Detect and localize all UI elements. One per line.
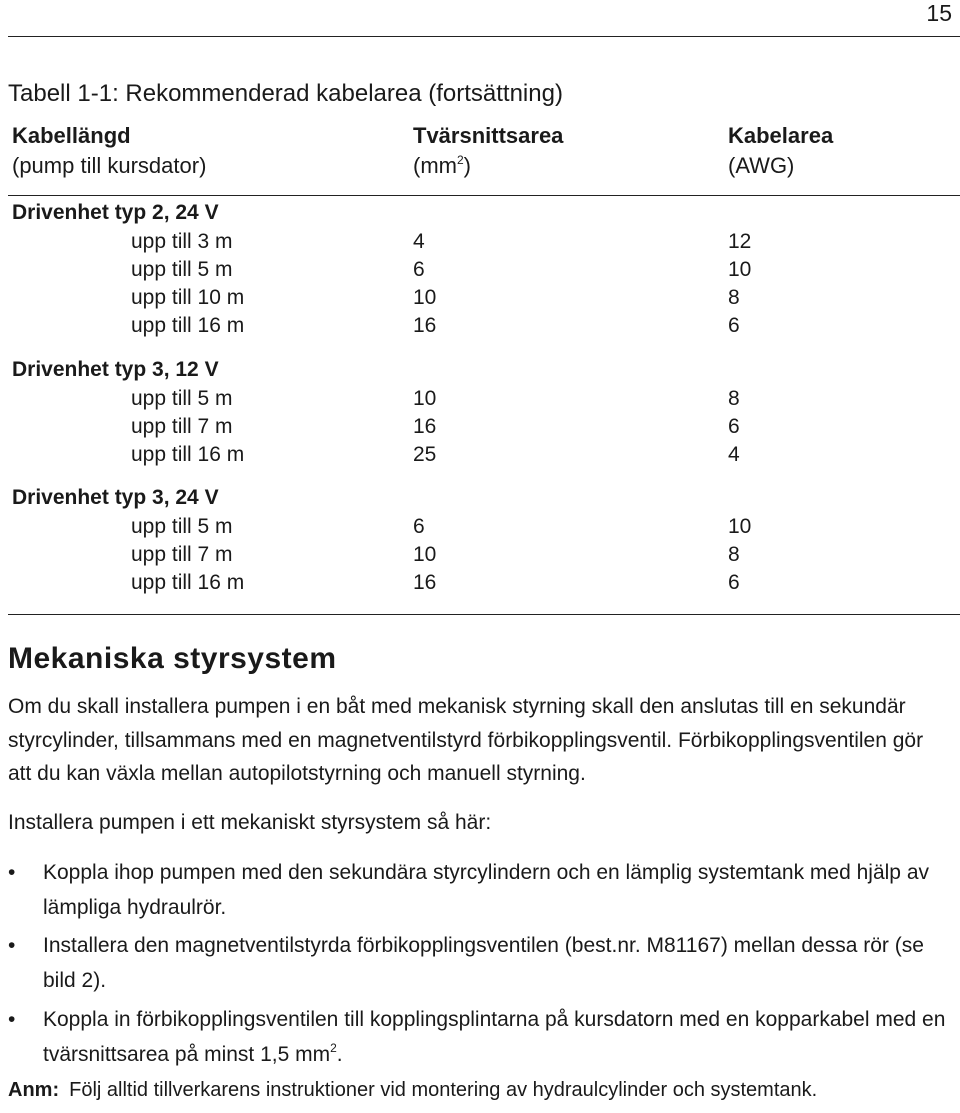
note bbox=[8, 1079, 817, 1102]
row-awg: 12 bbox=[728, 230, 752, 253]
bullet-icon: • bbox=[8, 861, 16, 884]
row-mm2: 6 bbox=[413, 515, 425, 538]
row-length: upp till 5 m bbox=[131, 258, 233, 281]
row-length: upp till 7 m bbox=[131, 415, 233, 438]
row-length: upp till 7 m bbox=[131, 543, 233, 566]
table-row bbox=[0, 543, 960, 572]
row-mm2: 10 bbox=[413, 543, 437, 566]
row-mm2: 25 bbox=[413, 443, 437, 466]
row-mm2: 6 bbox=[413, 258, 425, 281]
row-awg: 6 bbox=[728, 314, 740, 337]
table-bottom-rule bbox=[8, 614, 960, 615]
section-heading: Mekaniska styrsystem bbox=[8, 642, 337, 675]
unit-exponent: 2 bbox=[456, 153, 464, 167]
bullet-icon: • bbox=[8, 934, 16, 957]
group-title: Drivenhet typ 3, 12 V bbox=[12, 358, 219, 381]
list-item-text: Installera den magnetventilstyrda förbikopplingsventilen (best.nr. M81167) mellan dessa rör (se bild 2). bbox=[43, 934, 924, 992]
row-length: upp till 10 m bbox=[131, 286, 245, 309]
row-mm2: 10 bbox=[413, 387, 437, 410]
note-text: Följ alltid tillverkarens instruktioner vid montering av hydraulcylinder och systemtank. bbox=[69, 1079, 818, 1101]
list-item bbox=[8, 855, 953, 925]
body-paragraph: Om du skall installera pumpen i en båt med mekanisk styrning skall den anslutas till en sekundär styrcylinder, tillsammans med en magnetventilstyrd förbikopplingsventil. Förbikopplingsventilen gör att du kan växla mellan autopilotstyrning och manuell styrning. bbox=[8, 695, 924, 785]
group-title: Drivenhet typ 2, 24 V bbox=[12, 201, 219, 224]
row-length: upp till 5 m bbox=[131, 515, 233, 538]
header-cable-length-sub: (pump till kursdator) bbox=[12, 153, 207, 178]
row-mm2: 10 bbox=[413, 286, 437, 309]
header-awg bbox=[728, 121, 833, 181]
row-length: upp till 16 m bbox=[131, 443, 245, 466]
row-length: upp till 16 m bbox=[131, 314, 245, 337]
table-row bbox=[0, 387, 960, 416]
row-mm2: 16 bbox=[413, 571, 437, 594]
table-row bbox=[0, 443, 960, 472]
table-caption: Tabell 1-1: Rekommenderad kabelarea (fortsättning) bbox=[8, 80, 563, 107]
row-mm2: 4 bbox=[413, 230, 425, 253]
row-length: upp till 5 m bbox=[131, 387, 233, 410]
table-row bbox=[0, 515, 960, 544]
header-cross-section bbox=[413, 121, 563, 181]
row-awg: 10 bbox=[728, 258, 752, 281]
header-cross-section-sub bbox=[413, 151, 563, 181]
page-number: 15 bbox=[926, 0, 952, 26]
list-item-text: Koppla ihop pumpen med den sekundära styrcylindern och en lämplig systemtank med hjälp av lämpliga hydraulrör. bbox=[43, 861, 929, 919]
list-item-end: . bbox=[336, 1043, 343, 1066]
table-row bbox=[0, 571, 960, 600]
row-awg: 6 bbox=[728, 415, 740, 438]
header-cable-length-title: Kabellängd bbox=[12, 123, 131, 148]
body-paragraph: Installera pumpen i ett mekaniskt styrsystem så här: bbox=[8, 811, 492, 834]
row-awg: 6 bbox=[728, 571, 740, 594]
row-awg: 8 bbox=[728, 286, 740, 309]
header-cross-section-title: Tvärsnittsarea bbox=[413, 123, 564, 148]
row-length: upp till 3 m bbox=[131, 230, 233, 253]
list-item bbox=[8, 1002, 953, 1072]
header-rule bbox=[8, 195, 960, 196]
unit-mm: (mm bbox=[413, 153, 457, 178]
row-awg: 8 bbox=[728, 543, 740, 566]
row-length: upp till 16 m bbox=[131, 571, 245, 594]
top-rule bbox=[8, 36, 960, 37]
list-item-text: Koppla in förbikopplingsventilen till kopplingsplintarna på kursdatorn med en kopparkabel med en tvärsnittsarea på minst 1,5 mm bbox=[43, 1008, 946, 1066]
unit-exponent: 2 bbox=[330, 1041, 337, 1055]
row-mm2: 16 bbox=[413, 314, 437, 337]
row-awg: 10 bbox=[728, 515, 752, 538]
table-row bbox=[0, 286, 960, 315]
header-awg-sub: (AWG) bbox=[728, 153, 795, 178]
row-mm2: 16 bbox=[413, 415, 437, 438]
table-row bbox=[0, 258, 960, 287]
table-row bbox=[0, 415, 960, 444]
row-awg: 8 bbox=[728, 387, 740, 410]
bullet-icon: • bbox=[8, 1008, 16, 1031]
row-awg: 4 bbox=[728, 443, 740, 466]
header-awg-title: Kabelarea bbox=[728, 123, 834, 148]
list-item bbox=[8, 928, 953, 998]
header-cable-length bbox=[12, 121, 206, 181]
note-label: Anm: bbox=[8, 1079, 60, 1101]
list-item-text-wrap bbox=[43, 1002, 953, 1072]
group-title: Drivenhet typ 3, 24 V bbox=[12, 486, 219, 509]
unit-close: ) bbox=[463, 153, 471, 178]
table-row bbox=[0, 230, 960, 259]
table-row bbox=[0, 314, 960, 343]
